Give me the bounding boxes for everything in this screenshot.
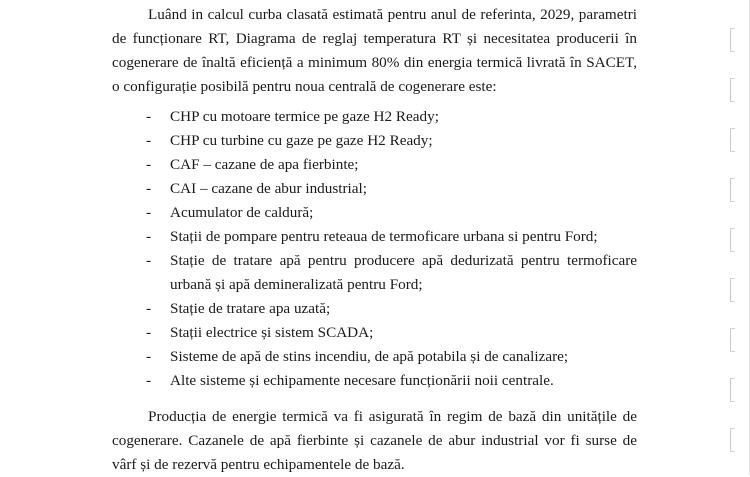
list-item-text: Stații electrice și sistem SCADA; [170,324,374,341]
bullet-dash: - [146,228,152,245]
binder-mark [730,28,735,52]
list-item [112,177,637,201]
list-item-text: CHP cu turbine cu gaze pe gaze H2 Ready; [170,132,433,149]
intro-paragraph: Luând in calcul curba clasată estimată pentru anul de referinta, 2029, parametri de funcționare RT, Diagrama de reglaj temperatura RT și necesitatea producerii în cogenerare de înaltă eficiență a minimum 80% din energia termică livrată în SACET, o configurație posibilă pentru noua centrală de cogenerare este: [112,6,637,95]
list-item [112,321,637,345]
list-item-text: CAI – cazane de abur industrial; [170,180,367,197]
bullet-dash: - [146,156,152,173]
bullet-dash: - [146,108,152,125]
binder-mark [730,128,735,152]
list-item-text: CAF – cazane de apa fierbinte; [170,156,359,173]
bullet-dash: - [146,300,152,317]
list-item-text: Alte sisteme și echipamente necesare funcționării noii centrale. [170,372,554,389]
bullet-dash: - [146,252,152,269]
binder-mark [730,378,735,402]
list-item-text: Sisteme de apă de stins incendiu, de apă potabila și de canalizare; [170,348,569,365]
bullet-dash: - [146,204,152,221]
list-item [112,297,637,321]
list-item-text: CHP cu motoare termice pe gaze H2 Ready; [170,108,439,125]
list-item-text: Stație de tratare apa uzată; [170,300,331,317]
bullet-dash: - [146,132,152,149]
list-item [112,345,637,369]
closing-paragraph: Producția de energie termică va fi asigurată în regim de bază din unitățile de cogenerare. Cazanele de apă fierbinte și cazanele de abur industrial vor fi surse de vârf și de rezervă pentru echipamentele de bază. [112,408,637,473]
list-item [112,201,637,225]
list-item [112,225,637,249]
bullet-dash: - [146,348,152,365]
list-item-text: Stație de tratare apă pentru producere apă dedurizată pentru termoficare urbană și apă demineralizată pentru Ford; [170,252,637,293]
bullet-dash: - [146,372,152,389]
binder-mark [730,78,735,102]
list-item [112,153,637,177]
list-item [112,369,637,393]
binder-mark [730,328,735,352]
list-item-text: Stații de pompare pentru reteaua de termoficare urbana si pentru Ford; [170,228,598,245]
scan-edge-marks [690,0,750,475]
component-list [112,105,637,393]
list-item [112,105,637,129]
list-item-text: Acumulator de caldură; [170,204,314,221]
list-item [112,249,637,297]
binder-mark [730,278,735,302]
binder-mark [730,228,735,252]
bullet-dash: - [146,324,152,341]
bullet-dash: - [146,180,152,197]
list-item [112,129,637,153]
binder-mark [730,428,735,452]
binder-mark [730,178,735,202]
